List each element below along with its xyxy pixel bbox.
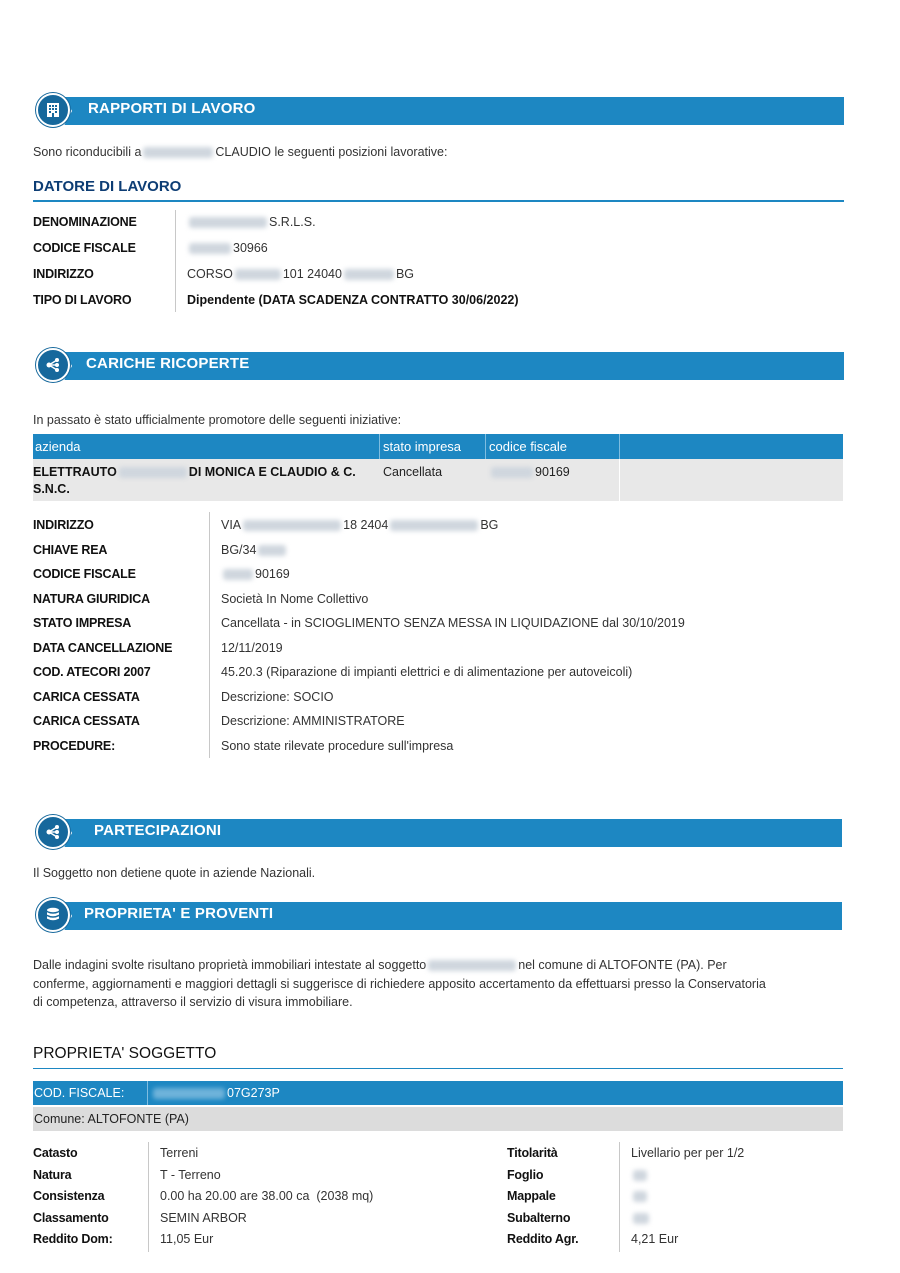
section-title: PROPRIETA' E PROVENTI bbox=[84, 905, 274, 922]
proprieta-text: Dalle indagini svolte risultano proprietà immobiliari intestate al soggetto nel comune di ALTOFONTE (PA). Per conferme, aggiornamenti e maggiori dettagli si suggerisce di richiedere apposito accertamento da effettuarsi presso la Conservatoria di competenza, attraverso il servizio di visura immobiliare. bbox=[33, 958, 766, 1009]
redacted-text bbox=[390, 520, 478, 531]
table-header bbox=[33, 434, 843, 459]
section-banner-rapporti bbox=[36, 95, 844, 125]
redacted-text bbox=[633, 1170, 647, 1181]
section-banner-cariche bbox=[36, 350, 844, 380]
cf-bar: COD. FISCALE: 07G273P bbox=[33, 1081, 843, 1105]
company-table bbox=[33, 434, 843, 502]
redacted-text bbox=[491, 467, 533, 478]
section-banner-partecipazioni bbox=[36, 817, 842, 847]
rapporti-intro: Sono riconducibili a CLAUDIO le seguenti posizioni lavorative: bbox=[33, 145, 448, 159]
divider bbox=[619, 1142, 620, 1252]
soggetto-heading: PROPRIETA' SOGGETTO bbox=[33, 1045, 217, 1062]
redacted-text bbox=[243, 520, 341, 531]
building-icon bbox=[36, 93, 70, 127]
redacted-text bbox=[223, 569, 253, 580]
section-title: PARTECIPAZIONI bbox=[94, 822, 222, 839]
share-icon bbox=[36, 348, 70, 382]
divider bbox=[33, 200, 844, 202]
company-status: Cancellata bbox=[383, 465, 443, 479]
redacted-text bbox=[143, 147, 213, 158]
redacted-text bbox=[633, 1191, 647, 1202]
divider bbox=[33, 1068, 843, 1069]
section-title: RAPPORTI DI LAVORO bbox=[88, 100, 256, 117]
partecipazioni-text: Il Soggetto non detiene quote in aziende Nazionali. bbox=[33, 866, 316, 880]
datore-heading: DATORE DI LAVORO bbox=[33, 178, 182, 195]
column-header: codice fiscale bbox=[489, 439, 568, 454]
redacted-text bbox=[428, 960, 516, 971]
redacted-text bbox=[119, 467, 187, 478]
divider bbox=[175, 210, 176, 312]
redacted-text bbox=[189, 243, 231, 254]
redacted-text bbox=[633, 1213, 649, 1224]
share-icon bbox=[36, 815, 70, 849]
redacted-text bbox=[153, 1088, 225, 1099]
redacted-text bbox=[235, 269, 281, 280]
section-banner-proprieta bbox=[36, 900, 842, 930]
table-row bbox=[33, 459, 843, 501]
comune-bar: Comune: ALTOFONTE (PA) bbox=[33, 1107, 843, 1131]
cariche-intro: In passato è stato ufficialmente promotore delle seguenti iniziative: bbox=[33, 413, 402, 427]
redacted-text bbox=[344, 269, 394, 280]
column-header: stato impresa bbox=[383, 439, 462, 454]
redacted-text bbox=[258, 545, 286, 556]
divider bbox=[148, 1142, 149, 1252]
redacted-text bbox=[189, 217, 267, 228]
section-title: CARICHE RICOPERTE bbox=[86, 355, 250, 372]
company-name: ELETTRAUTO DI MONICA E CLAUDIO & C. S.N.C. bbox=[33, 465, 356, 496]
database-icon bbox=[36, 898, 70, 932]
divider bbox=[209, 512, 210, 758]
column-header: azienda bbox=[35, 439, 81, 454]
company-cf: 90169 bbox=[489, 464, 570, 481]
